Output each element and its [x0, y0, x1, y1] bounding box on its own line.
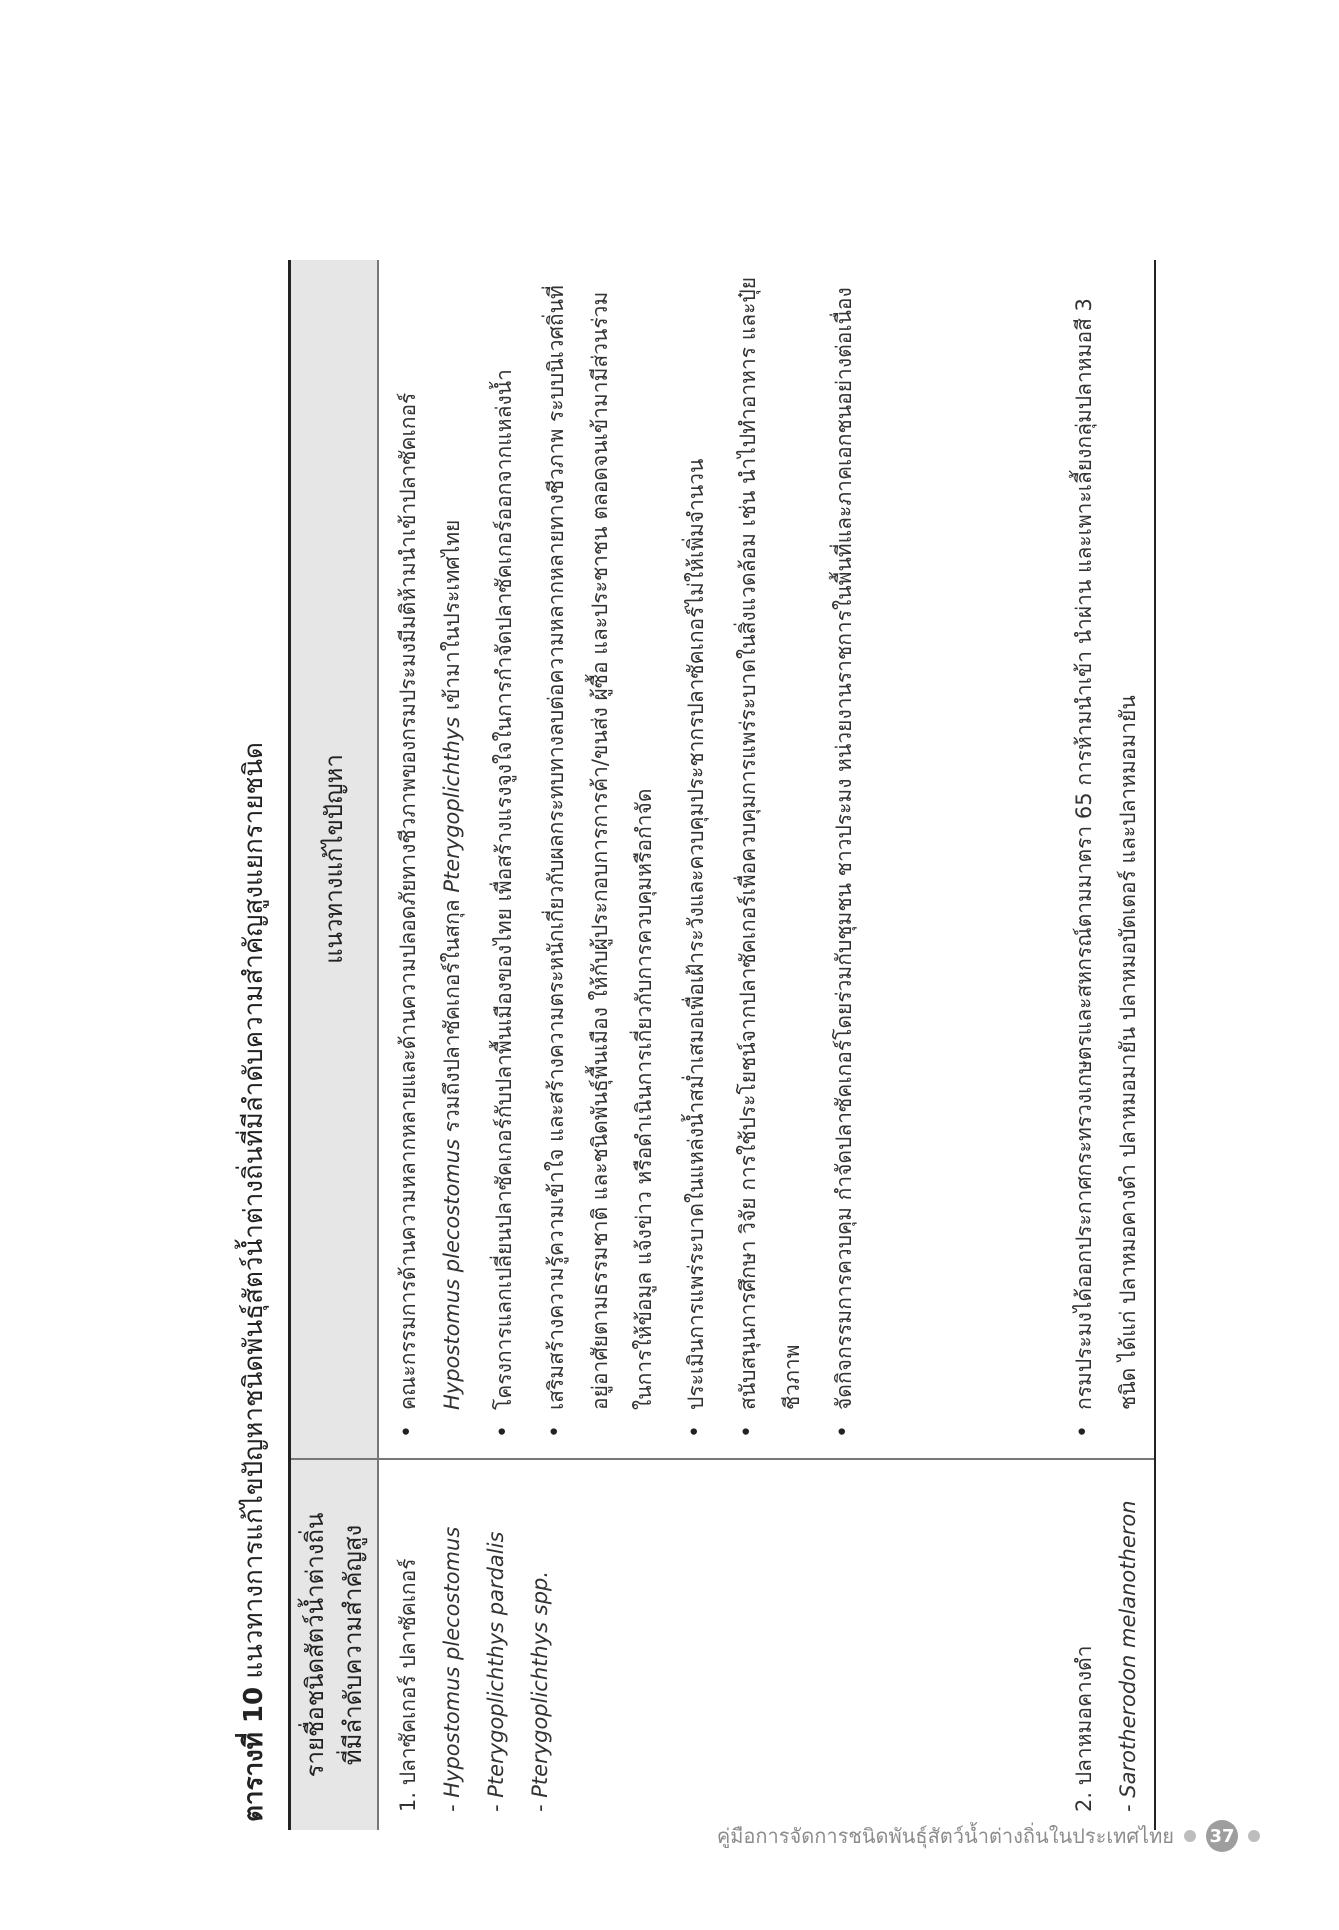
row2-action-1: • กรมประมงได้ออกประกาศกระทรวงเกษตรและสหกรณ์ตามมาตรา 65 การห้ามนำเข้า นำผ่าน และเพาะเลี้ยงกลุ่มปลาหมอสี 3 ชนิด ได้แก่ ปลาหมอคางดำ ปลาหมอมายัน ปลาหมอบัตเตอร์ และปลาหมอมายัน	[1062, 274, 1150, 1444]
row1-species-sci2: - Pterygoplichthys pardalis	[484, 1531, 508, 1812]
row1-action-4: • ประเมินการแพร่ระบาดในแหล่งน้ำสม่ำเสมอเพื่อเฝ้าระวังและควบคุมประชากรปลาซัคเกอร์ไม่ให้เพิ่มจำนวน	[674, 274, 718, 1444]
footer-title: คู่มือการจัดการชนิดพันธุ์สัตว์น้ำต่างถิ่นในประเทศไทย	[716, 1824, 1174, 1848]
row1-actions	[386, 274, 874, 1444]
caption-text: แนวทางการแก้ไขปัญหาชนิดพันธุ์สัตว์น้ำต่างถิ่นที่มีลำดับความสำคัญสูงแยกรายชนิด	[239, 742, 269, 1679]
row2-species-sci1: - Sarotherodon melanotheron	[1116, 1500, 1140, 1812]
footer-dot-left-icon	[1184, 1830, 1196, 1842]
row1-action-5: • สนับสนุนการศึกษา วิจัย การใช้ประโยชน์จากปลาซัคเกอร์เพื่อควบคุมการแพร่ระบาดในสิ่งแวดล้อม เช่น นำไปทำอาหาร และปุ๋ยชีวภาพ	[726, 274, 814, 1444]
page-footer	[700, 1818, 1260, 1854]
row1-action-6: • จัดกิจกรรมการควบคุม กำจัดปลาซัคเกอร์โดยร่วมกับชุมชน ชาวประมง หน่วยงานราชการในพื้นที่และภาคเอกชนอย่างต่อเนื่อง	[822, 274, 866, 1444]
table-caption	[234, 272, 274, 1822]
header-species	[291, 1460, 377, 1830]
row1-species-sci1: - Hypostomus plecostomus	[440, 1526, 464, 1812]
row1-action-3: • เสริมสร้างความรู้ความเข้าใจ และสร้างความตระหนักเกี่ยวกับผลกระทบทางลบต่อความหลากหลายทางชีวภาพ ระบบนิเวศถิ่นที่อยู่อาศัยตามธรรมชาติ และชนิดพันธุ์พื้นเมือง ให้กับผู้ประกอบการการค้า/ขนส่ง ผู้ซื้อ และประชาชน ตลอดจนเข้ามามีส่วนร่วมในการให้ข้อมูล แจ้งข่าว หรือดำเนินการเกี่ยวกับการควบคุมหรือกำจัด	[534, 274, 666, 1444]
column-divider	[291, 1458, 1154, 1460]
row1-species-name: 1. ปลาซัคเกอร์ ปลาซัคเกอร์	[396, 1558, 420, 1812]
row1-action-2: • โครงการแลกเปลี่ยนปลาซัคเกอร์กับปลาพื้นเมืองของไทย เพื่อสร้างแรงจูงใจในการกำจัดปลาซัคเกอร์ออกจากแหล่งน้ำ	[482, 274, 526, 1444]
caption-label: ตารางที่ 10	[239, 1686, 269, 1822]
row2-species	[1062, 1462, 1150, 1812]
footer-dot-right-icon	[1248, 1830, 1260, 1842]
rotated-page	[226, 260, 1166, 1830]
header-species-line2: ที่มีลำดับความสำคัญสูง	[339, 1524, 367, 1766]
table-bottom-rule	[1154, 260, 1156, 1830]
page-number: 37	[1206, 1820, 1238, 1852]
header-species-line1: รายชื่อชนิดสัตว์น้ำต่างถิ่น	[301, 1512, 329, 1778]
header-divider	[377, 260, 379, 1830]
header-actions: แนวทางแก้ไขปัญหา	[291, 260, 377, 1458]
row1-action-1: • คณะกรรมการด้านความหลากหลายและด้านความปลอดภัยทางชีวภาพของกรมประมงมีมติห้ามนำเข้าปลาซัคเกอร์ Hypostomus plecostomus รวมถึงปลาซัคเกอร์ในสกุล Pterygoplichthys เข้ามาในประเทศไทย	[386, 274, 474, 1444]
row2-species-name: 2. ปลาหมอคางดำ	[1072, 1645, 1096, 1812]
row2-actions	[1062, 274, 1158, 1444]
row1-species-sci3: - Pterygoplichthys spp.	[528, 1570, 552, 1812]
row1-species	[386, 1462, 562, 1812]
